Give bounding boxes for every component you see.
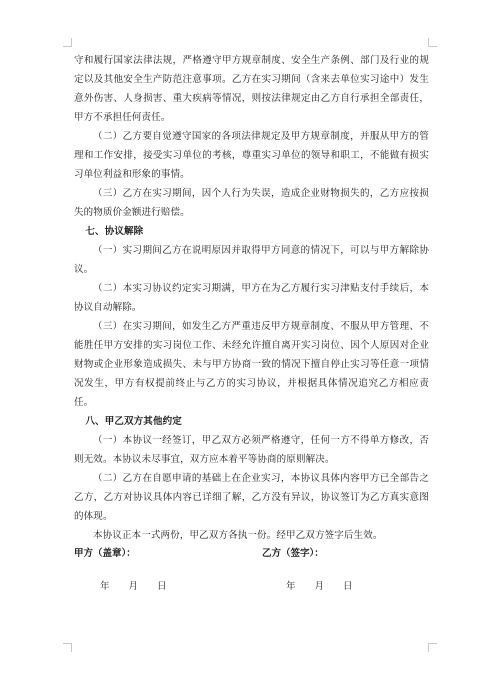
party-b-date: 年 月 日 <box>286 581 353 592</box>
page-corner-mark-bottom-right <box>428 643 437 652</box>
party-a-signature-label: 甲方（盖章）： <box>74 548 136 559</box>
paragraph: （一）实习期间乙方在说明原因并取得甲方同意的情况下，可以与甲方解除协议。 <box>74 245 429 275</box>
paragraph: （三）在实习期间，如发生乙方严重违反甲方规章制度、不服从甲方管理、不能胜任甲方安排的实习岗位工作、未经允许擅自离开实习岗位、因个人原因对企业财物或企业形象造成损失、未与甲方协商一致的情况下擅自停止实习等任意一项情况发生，甲方有权提前终止与乙方的实习协议，并根据具体情况追究乙方相应责任。 <box>74 321 429 408</box>
page-corner-mark-top-left <box>63 38 72 47</box>
paragraph: 本协议正本一式两份，甲乙双方各执一份。经甲乙双方签字后生效。 <box>93 530 383 541</box>
paragraph: （三）乙方在实习期间，因个人行为失误，造成企业财物损失的，乙方应按损失的物质价金额进行赔偿。 <box>74 188 429 218</box>
paragraph: （二）乙方要自觉遵守国家的各项法律规定及甲方规章制度，并服从甲方的管理和工作安排，接受实习单位的考核，尊重实习单位的领导和职工，不能做有损实习单位利益和形象的事情。 <box>74 131 429 180</box>
section-heading: 八、甲乙双方其他约定 <box>85 416 182 427</box>
paragraph: 守和履行国家法律法规，严格遵守甲方规章制度、安全生产条例、部门及行业的规定以及其他安全生产防范注意事项。乙方在实习期间（含来去单位实习途中）发生意外伤害、人身损害、重大疾病等情况，则按法律规定由乙方自行承担全部责任，甲方不承担任何责任。 <box>74 55 429 123</box>
page-corner-mark-bottom-left <box>63 643 72 652</box>
party-a-date: 年 月 日 <box>100 581 167 592</box>
paragraph: （二）乙方在自愿申请的基础上在企业实习，本协议具体内容甲方已全部告之乙方，乙方对协议具体内容已详细了解，乙方没有异议，协议签订为乙方真实意图的体现。 <box>74 473 429 522</box>
section-heading: 七、协议解除 <box>85 226 144 237</box>
paragraph: （一）本协议一经签订，甲乙双方必须严格遵守，任何一方不得单方修改，否则无效。本协议未尽事宜，双方应本着平等协商的原则解决。 <box>74 435 429 465</box>
page-corner-mark-top-right <box>428 38 437 47</box>
document-body <box>74 51 429 545</box>
paragraph: （二）本实习协议约定实习期满，甲方在为乙方履行实习津贴支付手续后，本协议自动解除。 <box>74 283 429 313</box>
party-b-signature-label: 乙方（签字）： <box>262 548 324 559</box>
